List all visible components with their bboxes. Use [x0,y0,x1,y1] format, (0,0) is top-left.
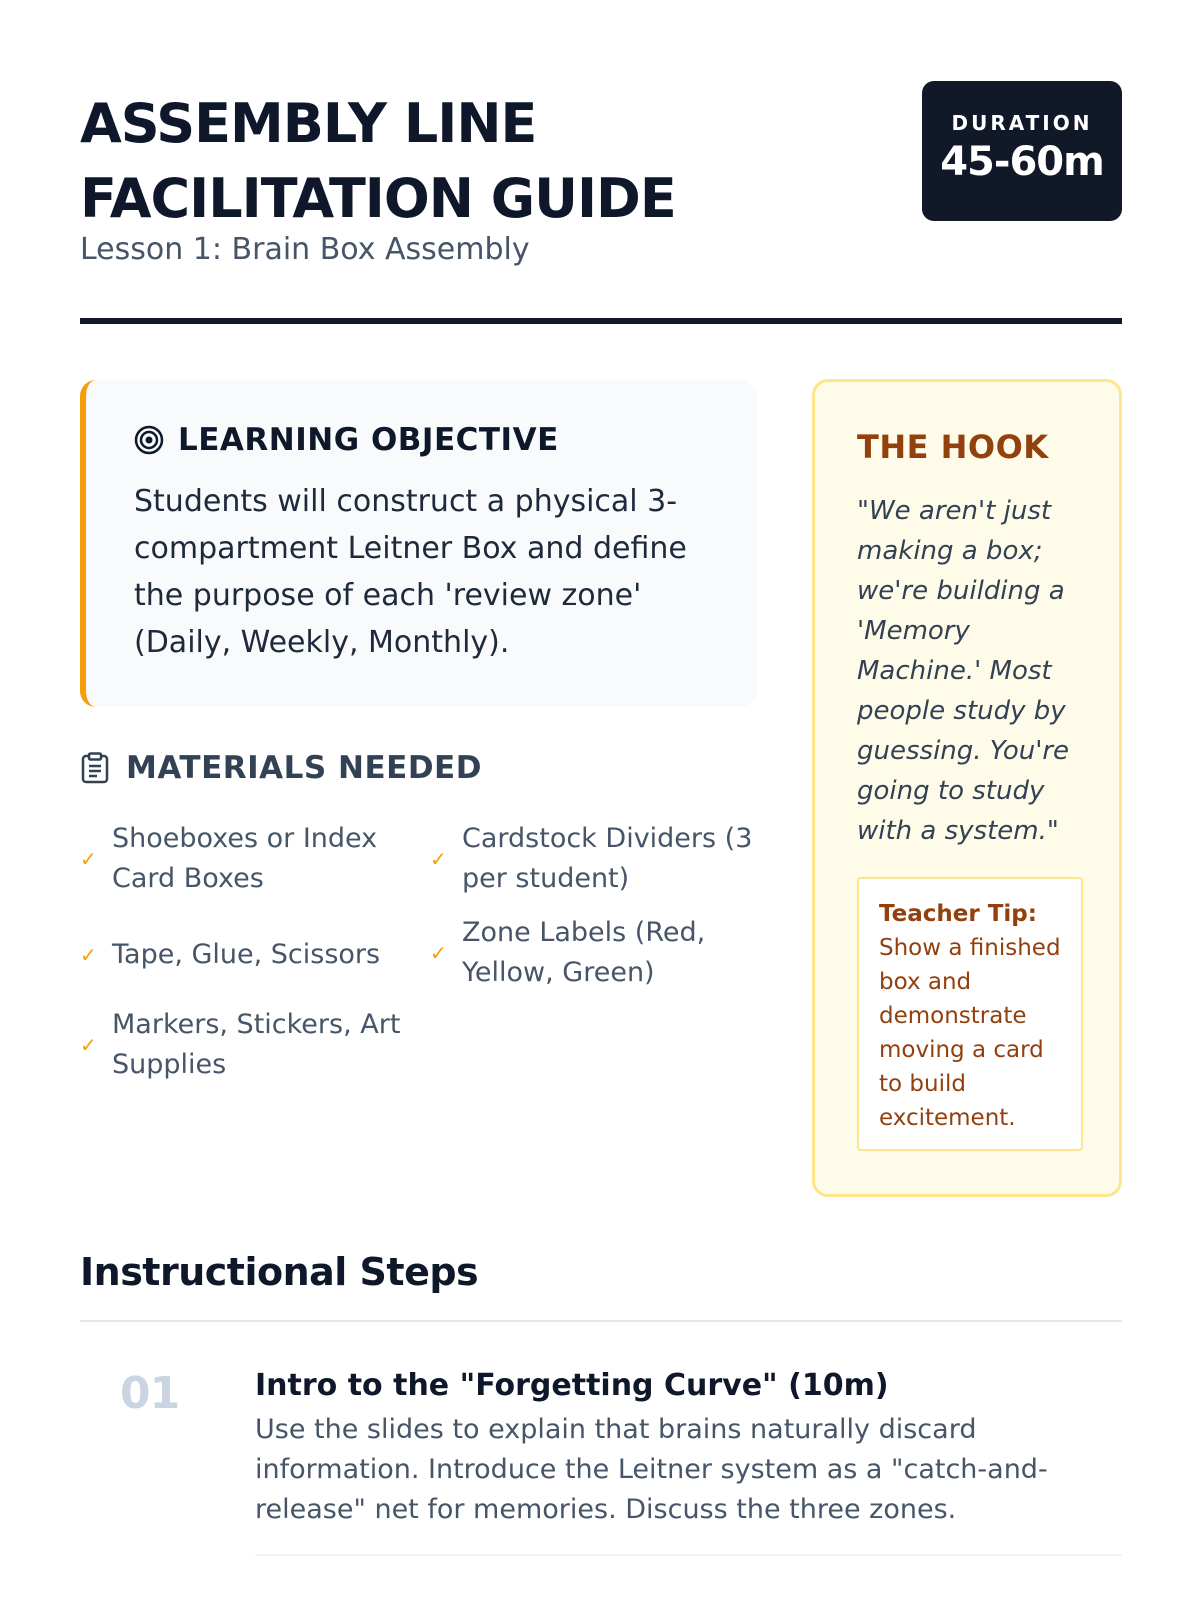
check-icon: ✓ [80,943,97,967]
duration-badge [922,81,1122,221]
check-icon: ✓ [80,847,97,871]
clipboard-icon [80,752,110,784]
steps-divider [80,1320,1122,1322]
check-icon: ✓ [80,1033,97,1057]
material-text: Tape, Glue, Scissors [112,939,381,970]
step-description: Use the slides to explain that brains naturally discard information. Introduce the Leitner system as a "catch-and-release" net for memories. Discuss the three zones. [255,1414,1048,1525]
check-icon: ✓ [430,941,447,965]
duration-value: 45-60m [940,139,1104,185]
duration-label: DURATION [951,111,1093,135]
title-line-2: FACILITATION GUIDE [80,167,676,230]
hook-title: THE HOOK [857,428,1049,466]
hook-card [812,379,1122,1197]
page-title [80,86,880,236]
material-item [80,1005,410,1085]
target-icon [134,425,164,455]
material-item [80,819,390,899]
objective-text: Students will construct a physical 3-compartment Leitner Box and define the purpose of each 'review zone' (Daily, Weekly, Monthly). [134,484,687,660]
check-icon: ✓ [430,847,447,871]
hook-quote: "We aren't just making a box; we're building a 'Memory Machine.' Most people study by guessing. You're going to study with a system." [857,496,1070,846]
lesson-subtitle: Lesson 1: Brain Box Assembly [80,232,530,267]
material-text: Shoeboxes or Index Card Boxes [112,823,378,894]
materials-heading [80,750,482,786]
objective-heading-label: LEARNING OBJECTIVE [178,422,559,458]
materials-heading-label: MATERIALS NEEDED [126,750,482,786]
material-text: Zone Labels (Red, Yellow, Green) [462,917,706,988]
material-item [80,935,410,975]
step-title: Intro to the "Forgetting Curve" (10m) [255,1368,889,1403]
teacher-tip-box [857,877,1083,1151]
material-item [430,913,760,993]
header-divider [80,318,1122,324]
material-item [430,819,760,899]
learning-objective-card [80,380,757,707]
teacher-tip-label: Teacher Tip: [879,901,1037,927]
step-number: 01 [120,1368,180,1419]
teacher-tip-text: Show a finished box and demonstrate moving a card to build excitement. [879,935,1061,1131]
material-text: Markers, Stickers, Art Supplies [112,1009,401,1080]
step-divider [255,1554,1122,1556]
objective-heading [134,422,559,458]
title-line-1: ASSEMBLY LINE [80,92,537,155]
instructional-steps-heading: Instructional Steps [80,1250,479,1294]
material-text: Cardstock Dividers (3 per student) [462,823,753,894]
